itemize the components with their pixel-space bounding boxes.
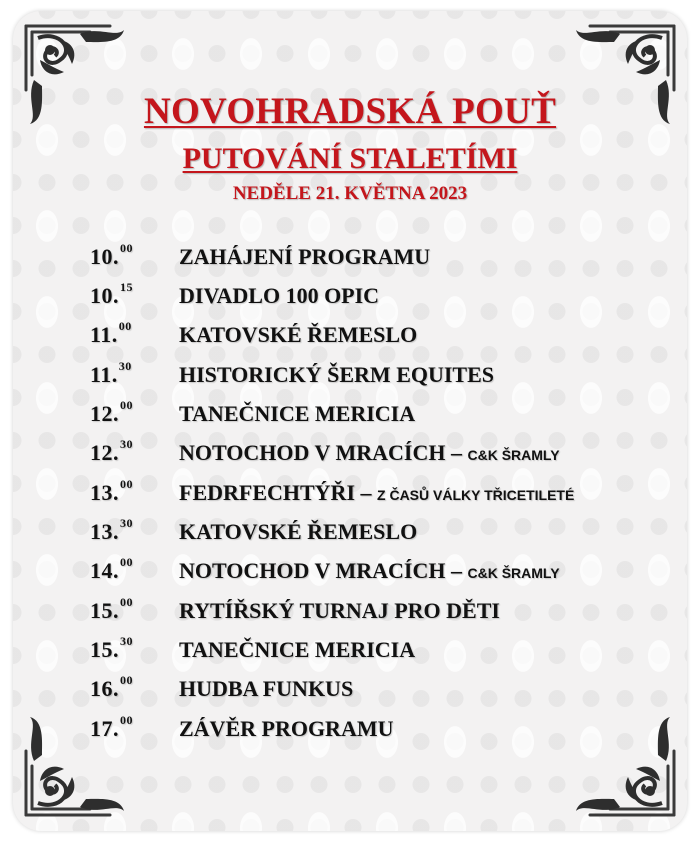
program-time: 14.00 [90,555,133,583]
program-event: TANEČNICE MERICIA [179,401,416,426]
program-time: 13.00 [90,477,133,505]
program-event: KATOVSKÉ ŘEMESLO [179,519,418,544]
program-event: HUDBA FUNKUS [179,676,354,701]
program-time: 13.30 [90,516,133,544]
program-event: RYTÍŘSKÝ TURNAJ PRO DĚTI [179,598,500,623]
program-event: ZÁVĚR PROGRAMU [179,716,394,741]
program-time: 11.30 [90,359,132,387]
program-time: 10.15 [90,280,133,308]
program-event: ZAHÁJENÍ PROGRAMU [179,244,431,269]
page-title: NOVOHRADSKÁ POUŤ [143,91,557,132]
program-time: 12.30 [90,437,133,465]
program-time: 15.30 [90,634,133,662]
program-note: C&K ŠRAMLY [467,565,560,581]
program-note: C&K ŠRAMLY [467,447,560,463]
program-event: NOTOCHOD V MRACÍCH – C&K ŠRAMLY [179,440,560,465]
program-event: KATOVSKÉ ŘEMESLO [179,322,418,347]
program-time: 11.00 [90,319,132,347]
program-event: DIVADLO 100 OPIC [179,283,380,308]
program-time: 16.00 [90,673,133,701]
program-time: 17.00 [90,713,133,741]
program-time: 15.00 [90,595,133,623]
page-subtitle: PUTOVÁNÍ STALETÍMI [182,142,518,175]
program-event: TANEČNICE MERICIA [179,637,416,662]
program-event: FEDRFECHTÝŘI – Z ČASŮ VÁLKY TŘICETILETÉ [179,480,575,505]
program-event: NOTOCHOD V MRACÍCH – C&K ŠRAMLY [179,558,560,583]
program-note: Z ČASŮ VÁLKY TŘICETILETÉ [377,487,575,503]
corner-ornament-bottom-right-icon [560,701,680,821]
program-time: 12.00 [90,398,133,426]
program-event: HISTORICKÝ ŠERM EQUITES [179,362,495,387]
event-date: NEDĚLE 21. KVĚTNA 2023 [232,183,468,204]
program-time: 10.00 [90,241,133,269]
